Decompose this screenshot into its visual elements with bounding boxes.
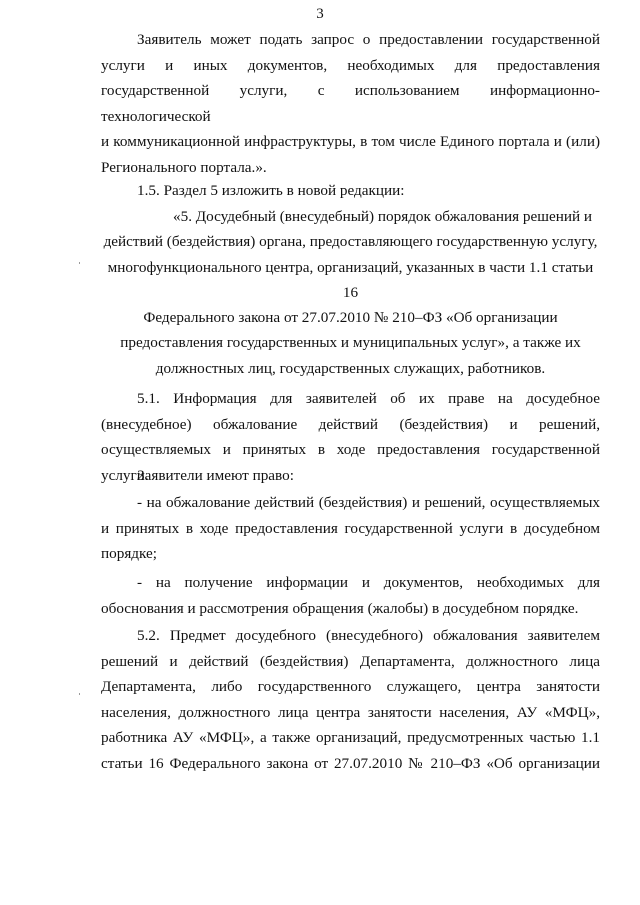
text-line: - на получение информации и документов, необходимых для xyxy=(137,574,600,591)
heading-line: должностных лиц, государственных служащих, работников. xyxy=(155,359,546,377)
text-line: - на обжалование действий (бездействия) и решений, осуществляемых xyxy=(137,494,600,511)
heading-line: Федерального закона от 27.07.2010 № 210–ФЗ «Об организации xyxy=(143,309,558,327)
heading-line: предоставления государственных и муниципальных услуг», а также их xyxy=(120,334,581,352)
text-line: 5.2. Предмет досудебного (внесудебного) обжалования заявителем xyxy=(137,627,600,644)
heading-line: «5. Досудебный (внесудебный) порядок обжалования решений и xyxy=(173,208,593,225)
text-line: 1.5. Раздел 5 изложить в новой редакции: xyxy=(137,182,405,199)
text-line: Регионального портала.». xyxy=(101,158,267,176)
paragraph-5-2 xyxy=(101,623,600,776)
text-line: и принятых в ходе предоставления государственной услуги в досудебном xyxy=(101,519,600,537)
text-line: 5.1. Информация для заявителей об их праве на досудебное xyxy=(137,390,600,407)
heading-line: многофункционального центра, организаций, указанных в части 1.1 статьи 16 xyxy=(107,258,594,301)
text-line: и коммуникационной инфраструктуры, в том числе Единого портала и (или) xyxy=(101,133,600,150)
text-line: государственной услуги, с использованием информационно-технологической xyxy=(101,82,600,125)
text-line: услуги и иных документов, необходимых для предоставления xyxy=(101,56,600,74)
text-line: Заявитель может подать запрос о предоставлении государственной xyxy=(137,31,600,48)
paragraph-application-request xyxy=(101,27,600,180)
margin-mark xyxy=(79,262,80,264)
paragraph-rights-intro xyxy=(101,463,600,489)
paragraph-right-appeal xyxy=(101,490,600,567)
text-line: решений и действий (бездействия) Департамента, должностного лица xyxy=(101,652,600,670)
text-line: работника АУ «МФЦ», а также организаций, предусмотренных частью 1.1 xyxy=(101,729,600,746)
text-line: (внесудебное) обжалование действий (бездействия) и решений, xyxy=(101,415,600,433)
text-line: Заявители имеют право: xyxy=(137,467,294,484)
heading-line: действий (бездействия) органа, предоставляющего государственную услугу, xyxy=(103,233,598,251)
text-line: населения, должностного лица центра занятости населения, АУ «МФЦ», xyxy=(101,703,600,721)
text-line: порядке; xyxy=(101,545,157,562)
text-line: осуществляемых и принятых в ходе предоставления государственной услуги. xyxy=(101,441,600,484)
section-5-heading xyxy=(101,204,600,381)
page-number: 3 xyxy=(316,6,324,22)
paragraph-right-information xyxy=(101,570,600,621)
margin-mark xyxy=(79,693,80,695)
text-line: Департамента, либо государственного служащего, центра занятости xyxy=(101,678,600,695)
text-line: статьи 16 Федерального закона от 27.07.2010 № 210–ФЗ «Об организации xyxy=(101,754,600,772)
text-line: обоснования и рассмотрения обращения (жалобы) в досудебном порядке. xyxy=(101,599,579,617)
paragraph-section-amendment xyxy=(101,178,600,204)
